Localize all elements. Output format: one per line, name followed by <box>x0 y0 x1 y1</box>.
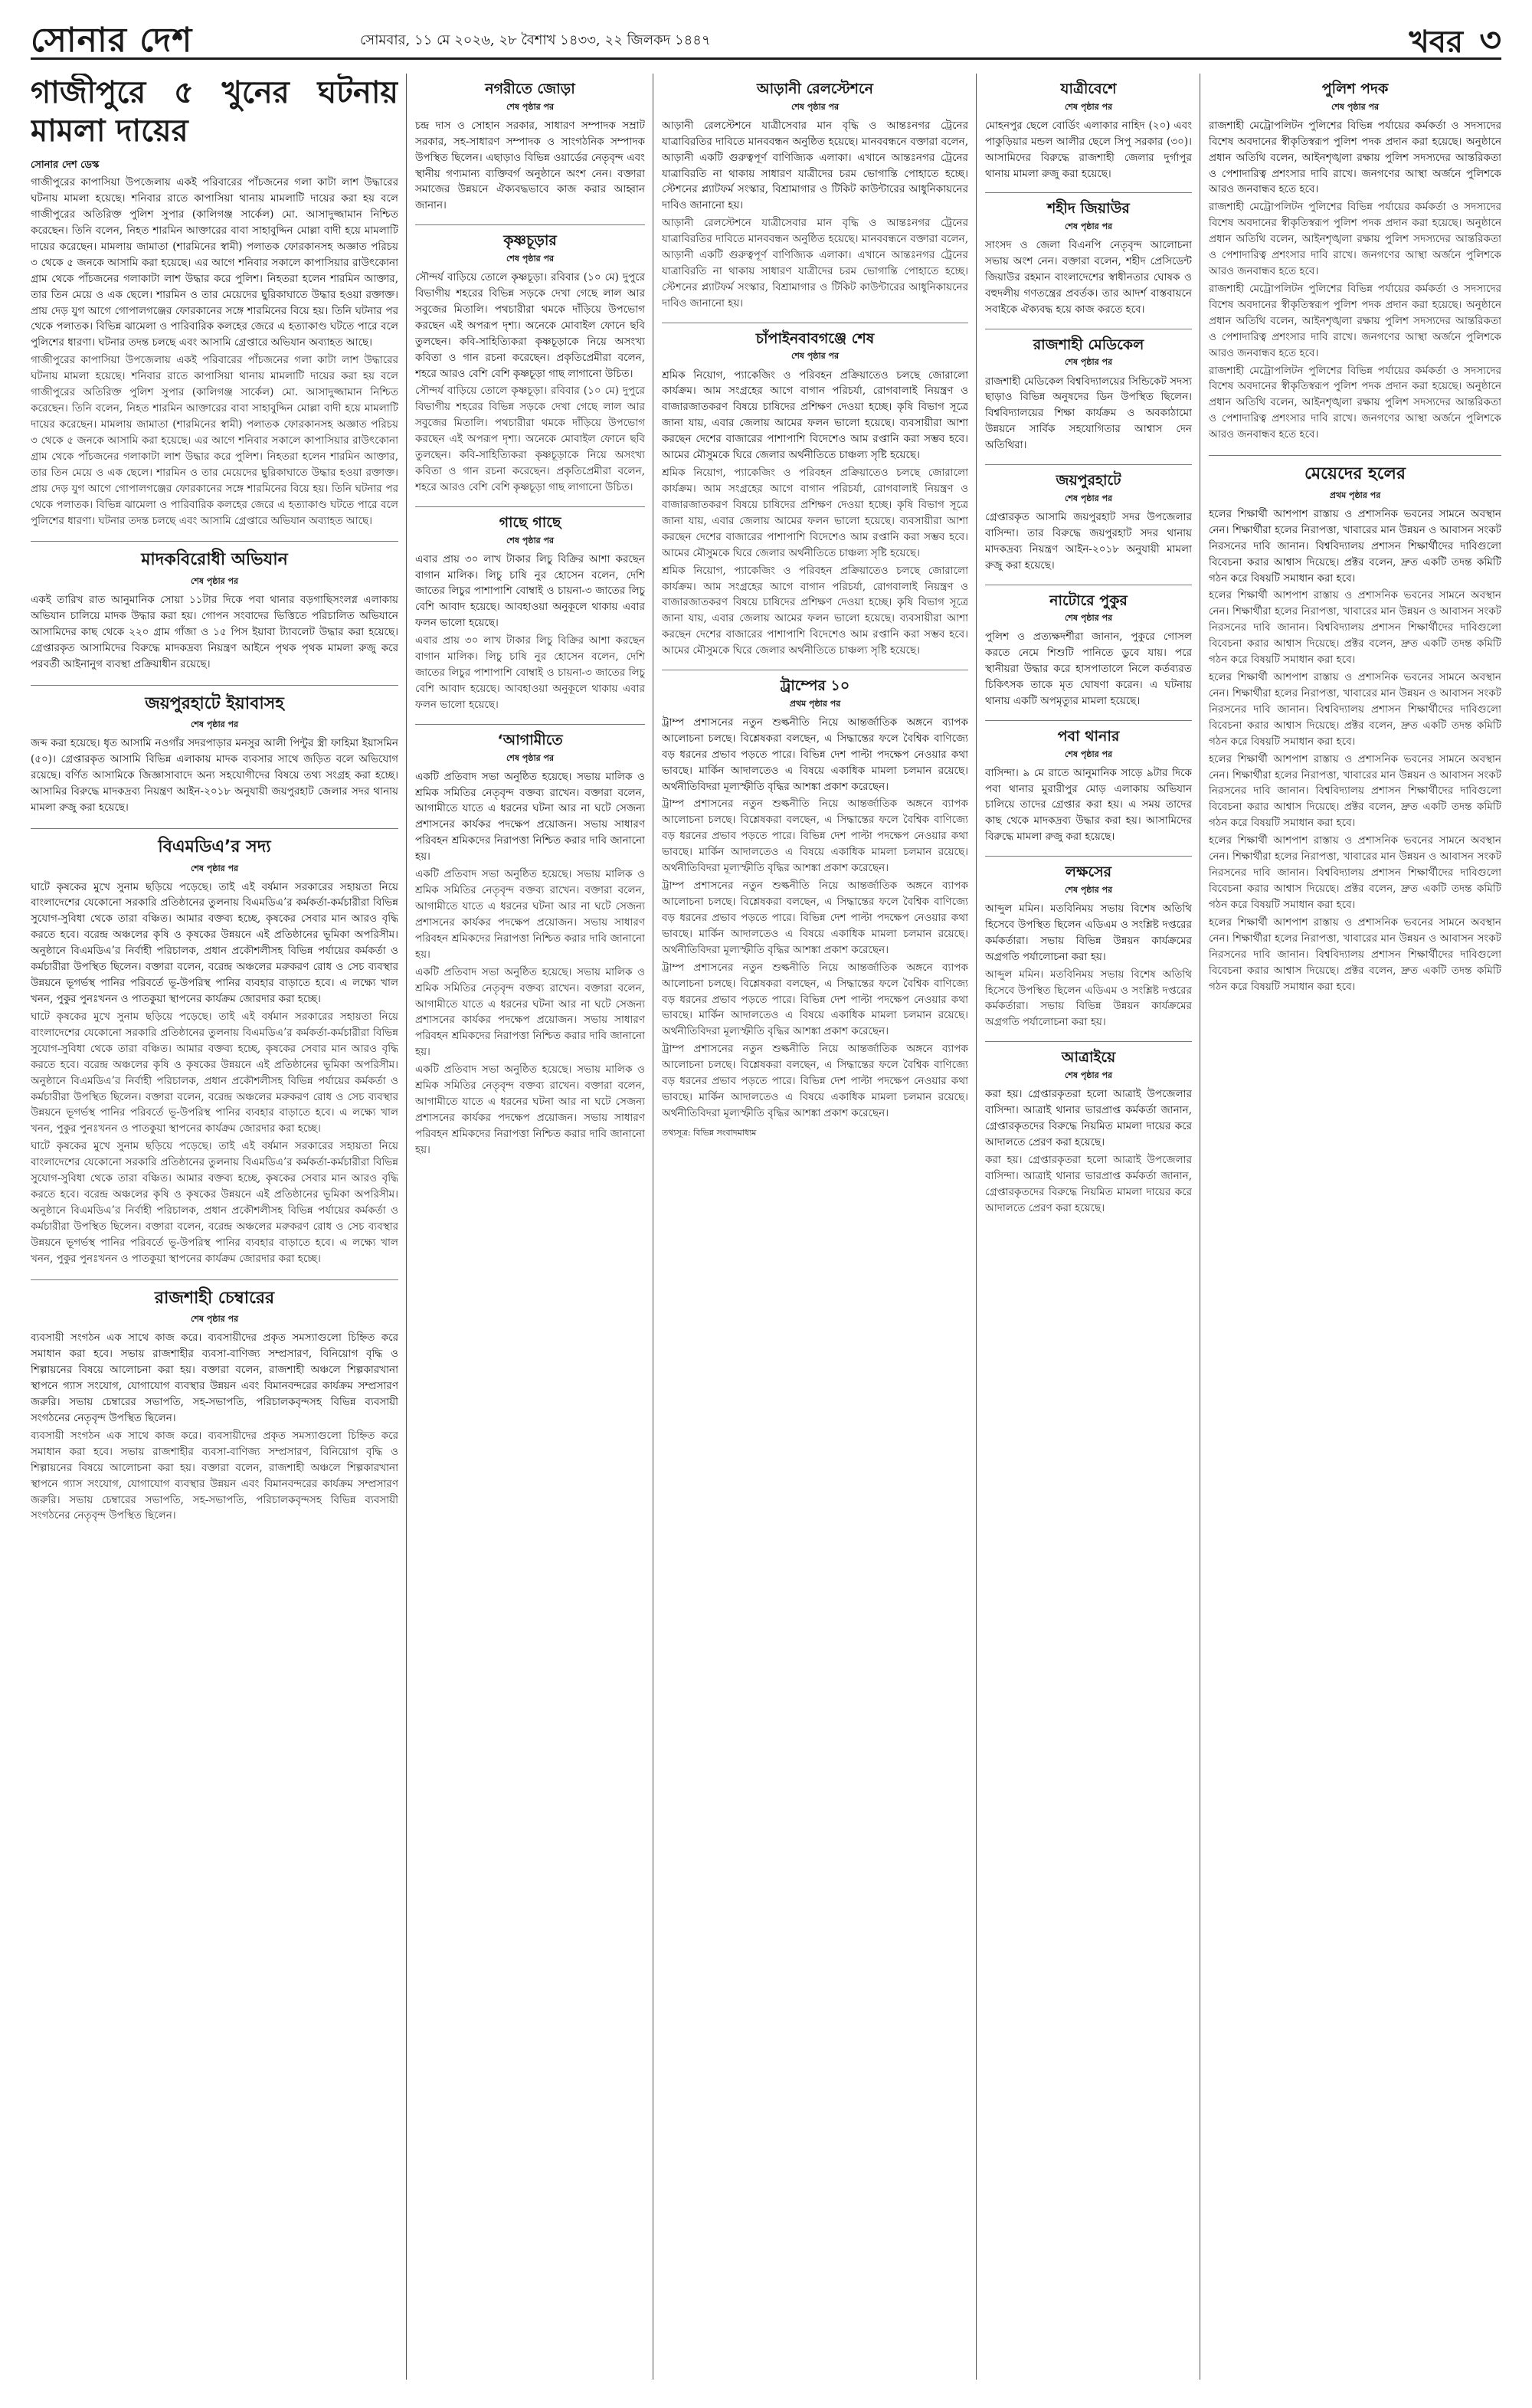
column-3 <box>662 74 968 2372</box>
narcotics-body: একই তারিখ রাত আনুমানিক সোয়া ১১টার দিকে পবা থানার বড়গাছিসংলগ্ন এলাকায় অভিযান চালিয়ে মাদক উদ্ধার করা হয়। গোপন সংবাদের ভিত্তিতে পরিচালিত অভিযানে আসামিদের কাছ থেকে ২২০ গ্রাম গাঁজা ও ১৫ পিস ইয়াবা ট্যাবলেট উদ্ধার করা হয়েছে। গ্রেপ্তারকৃত আসামিদের বিরুদ্ধে মাদকদ্রব্য নিয়ন্ত্রণ আইনে পৃথক পৃথক মামলা রুজু করে পরবর্তী আইনানুগ ব্যবস্থা প্রক্রিয়াধীন রয়েছে। <box>31 594 398 670</box>
joypurhat2-headline: জয়পুরহাটে <box>985 464 1192 490</box>
lakshmi-body-extra: আব্দুল মমিন। মতবিনিময় সভায় বিশেষ অতিথি হিসেবে উপস্থিত ছিলেন এডিএম ও সংশ্লিষ্ট দপ্তরের কর্মকর্তারা। সভায় বিভিন্ন উন্নয়ন কার্যক্রমের অগ্রগতি পর্যালোচনা করা হয়। <box>985 968 1192 1029</box>
rajshahi-medical-jump: শেষ পৃষ্ঠার পর <box>1064 357 1113 368</box>
trump-body: ট্রাম্প প্রশাসনের নতুন শুল্কনীতি নিয়ে আন্তর্জাতিক অঙ্গনে ব্যাপক আলোচনা চলছে। বিশ্লেষকরা বলছেন, এ সিদ্ধান্তের ফলে বৈশ্বিক বাণিজ্যে বড় ধরনের প্রভাব পড়তে পারে। বিভিন্ন দেশ পাল্টা পদক্ষেপ নেওয়ার কথা ভাবছে। মার্কিন আদালতেও এ বিষয়ে একাধিক মামলা চলমান রয়েছে। অর্থনীতিবিদরা মূল্যস্ফীতি বৃদ্ধির আশঙ্কা প্রকাশ করেছেন। <box>662 716 968 793</box>
lead-byline: সোনার দেশ ডেস্ক <box>31 159 100 171</box>
tree-body: এবার প্রায় ৩০ লাখ টাকার লিচু বিক্রির আশা করছেন বাগান মালিক। লিচু চাষি নুর হোসেন বলেন, দেশি জাতের লিচুর পাশাপাশি বোম্বাই ও চায়না-৩ জাতের লিচু বেশি আবাদ হয়েছে। আবহাওয়া অনুকূলে থাকায় এবার ফলন ভালো হয়েছে। <box>415 552 645 630</box>
arani-body-extra: আড়ানী রেলস্টেশনে যাত্রীসেবার মান বৃদ্ধি ও আন্তঃনগর ট্রেনের যাত্রাবিরতির দাবিতে মানববন্ধন অনুষ্ঠিত হয়েছে। মানববন্ধনে বক্তারা বলেন, আড়ানী একটি গুরুত্বপূর্ণ বাণিজ্যিক এলাকা। এখানে আন্তঃনগর ট্রেনের যাত্রাবিরতি না থাকায় সাধারণ যাত্রীদের চরম ভোগান্তি পোহাতে হচ্ছে। স্টেশনের প্ল্যাটফর্ম সংস্কার, বিশ্রামাগার ও টিকিট কাউন্টারের আধুনিকায়নের দাবিও জানানো হয়। <box>662 217 968 310</box>
bmda-body-extra: ঘাটে কৃষকের মুখে সুনাম ছড়িয়ে পড়েছে। তাই এই বর্ষমান সরকারের সহায়তা নিয়ে বাংলাদেশের যেকোনো সরকারি প্রতিষ্ঠানের তুলনায় বিএমডিএ’র কর্মকর্তা-কর্মচারীরা বিভিন্ন সুযোগ-সুবিধা থেকে তারা বঞ্চিত। আমার বক্তব্য হচ্ছে, কৃষকের সেবার মান আরও বৃদ্ধি করতে হবে। বরেন্দ্র অঞ্চলের কৃষি ও কৃষকের উন্নয়নে এই প্রতিষ্ঠানের ভূমিকা অপরিসীম। অনুষ্ঠানে বিএমডিএ’র নির্বাহী পরিচালক, প্রধান প্রকৌশলীসহ বিভিন্ন পর্যায়ের কর্মকর্তা ও কর্মচারীরা উপস্থিত ছিলেন। বক্তারা বলেন, বরেন্দ্র অঞ্চলের মরুকরণ রোধ ও সেচ ব্যবস্থার উন্নয়নে ভূগর্ভস্থ পানির পরিবর্তে ভূ-উপরিস্থ পানির ব্যবহার বাড়াতে হবে। এ লক্ষ্যে খাল খনন, পুকুর পুনঃখনন ও পাতকুয়া স্থাপনের কার্যক্রম জোরদার করা হচ্ছে। <box>31 1010 398 1135</box>
lakshmi-jump: শেষ পৃষ্ঠার পর <box>1064 884 1113 895</box>
jatrabirati-jump: শেষ পৃষ্ঠার পর <box>1064 101 1113 112</box>
nagorghate-body: চন্দ্র দাস ও সোহান সরকার, সাধারণ সম্পাদক সম্রাট সরকার, সহ-সাধারণ সম্পাদক ও সাংগঠনিক সম্পাদক উপস্থিত ছিলেন। এছাড়াও বিভিন্ন ওয়ার্ডের নেতৃবৃন্দ এবং স্থানীয় গণ্যমান্য ব্যক্তিবর্গ অনুষ্ঠানে অংশ নেন। বক্তারা সমাজের উন্নয়নে ঐক্যবদ্ধভাবে কাজ করার আহ্বান জানান। <box>415 119 645 212</box>
nagorghate-headline: নগরীতে জোড়া <box>485 80 575 97</box>
chapai-body: শ্রমিক নিয়োগ, প্যাকেজিং ও পরিবহন প্রক্রিয়াতেও চলছে জোরালো কার্যক্রম। আম সংগ্রহের আগে বাগান পরিচর্যা, রোগবালাই নিয়ন্ত্রণ ও বাজারজাতকরণ বিষয়ে চাষিদের প্রশিক্ষণ দেওয়া হচ্ছে। কৃষি বিভাগ সূত্রে জানা যায়, এবার জেলায় আমের ফলন ভালো হয়েছে। ব্যবসায়ীরা আশা করছেন দেশের বাজারের পাশাপাশি বিদেশেও আম রপ্তানি করা সম্ভব হবে। আমের মৌসুমকে ঘিরে জেলার অর্থনীতিতে চাঞ্চল্য সৃষ্টি হয়েছে। <box>662 369 968 462</box>
rajshahi-chamber-jump: শেষ পৃষ্ঠার পর <box>190 1314 239 1325</box>
meye-hall-body: হলের শিক্ষার্থী আশপাশ রাস্তায় ও প্রশাসনিক ভবনের সামনে অবস্থান নেন। শিক্ষার্থীরা হলের নিরাপত্তা, খাবারের মান উন্নয়ন ও আবাসন সংকট নিরসনের দাবি জানান। বিশ্ববিদ্যালয় প্রশাসন শিক্ষার্থীদের দাবিগুলো বিবেচনা করার আশ্বাস দিয়েছে। প্রক্টর বলেন, দ্রুত একটি তদন্ত কমিটি গঠন করে বিষয়টি সমাধান করা হবে। <box>1209 507 1501 585</box>
lead-body: গাজীপুরের কাপাসিয়া উপজেলায় একই পরিবারের পাঁচজনের গলা কাটা লাশ উদ্ধারের ঘটনায় মামলা হয়েছে। শনিবার রাতে কাপাসিয়া থানায় মামলাটি দায়ের করা হয় বলে গাজীপুরের অতিরিক্ত পুলিশ সুপার (কালিগঞ্জ সার্কেল) মো. আসাদুজ্জামান নিশ্চিত করেছেন। তিনি বলেন, নিহত শারমিন আক্তারের বাবা সাহাবুদ্দিন মোল্লা বাদী হয়ে মামলাটি দায়ের করেছেন। মামলায় জামাতা (শারমিনের স্বামী) পলাতক ফোরকানসহ অজ্ঞাত পরিচয় ৩ থেকে ৫ জনকে আসামি করা হয়েছে। এর আগে শনিবার সকালে কাপাসিয়ার রাউৎকোনা গ্রাম থেকে পাঁচজনের গলাকাটা লাশ উদ্ধার করে পুলিশ। নিহতরা হলেন শারমিন আক্তার, তার তিন মেয়ে ও এক ছেলে। শারমিন ও তার মেয়েদের ছুরিকাঘাতে উদ্ধার হওয়া রক্তাক্ত। প্রায় দেড় যুগ আগে গোপালগঞ্জের ফোরকানের সঙ্গে শারমিনের বিয়ে হয়। তিনি ঘটনার পর থেকে পলাতক। বিভিন্ন ঝামেলা ও পারিবারিক কলহের জেরে এ হত্যাকাণ্ড ঘটতে পারে বলে পুলিশের ধারণা। ঘটনার তদন্ত চলছে এবং আসামি গ্রেপ্তারে অভিযান অব্যাহত আছে। <box>31 176 398 349</box>
meye-hall-body-extra-2: হলের শিক্ষার্থী আশপাশ রাস্তায় ও প্রশাসনিক ভবনের সামনে অবস্থান নেন। শিক্ষার্থীরা হলের নিরাপত্তা, খাবারের মান উন্নয়ন ও আবাসন সংকট নিরসনের দাবি জানান। বিশ্ববিদ্যালয় প্রশাসন শিক্ষার্থীদের দাবিগুলো বিবেচনা করার আশ্বাস দিয়েছে। প্রক্টর বলেন, দ্রুত একটি তদন্ত কমিটি গঠন করে বিষয়টি সমাধান করা হবে। <box>1209 671 1501 748</box>
masthead <box>31 14 1501 60</box>
police-medal-body-extra: রাজশাহী মেট্রোপলিটন পুলিশের বিভিন্ন পর্যায়ের কর্মকর্তা ও সদস্যদের বিশেষ অবদানের স্বীকৃতিস্বরূপ পুলিশ পদক প্রদান করা হয়েছে। অনুষ্ঠানে প্রধান অতিথি বলেন, আইনশৃঙ্খলা রক্ষায় পুলিশ সদস্যদের আন্তরিকতা ও পেশাদারিত্ব প্রশংসার দাবি রাখে। জনগণের আস্থা অর্জনে পুলিশকে আরও জনবান্ধব হতে হবে। <box>1209 201 1501 278</box>
meye-hall-body-extra: হলের শিক্ষার্থী আশপাশ রাস্তায় ও প্রশাসনিক ভবনের সামনে অবস্থান নেন। শিক্ষার্থীরা হলের নিরাপত্তা, খাবারের মান উন্নয়ন ও আবাসন সংকট নিরসনের দাবি জানান। বিশ্ববিদ্যালয় প্রশাসন শিক্ষার্থীদের দাবিগুলো বিবেচনা করার আশ্বাস দিয়েছে। প্রক্টর বলেন, দ্রুত একটি তদন্ত কমিটি গঠন করে বিষয়টি সমাধান করা হবে। <box>1209 589 1501 667</box>
atrai-body: করা হয়। গ্রেপ্তারকৃতরা হলো আত্রাই উপজেলার বাসিন্দা। আত্রাই থানার ভারপ্রাপ্ত কর্মকর্তা জানান, গ্রেপ্তারকৃতদের বিরুদ্ধে নিয়মিত মামলা দায়ের করে আদালতে প্রেরণ করা হয়েছে। <box>985 1088 1192 1148</box>
police-medal-jump: শেষ পৃষ্ঠার পর <box>1331 101 1380 112</box>
rajshahi-chamber-body-extra: ব্যবসায়ী সংগঠন এক সাথে কাজ করে। ব্যবসায়ীদের প্রকৃত সমস্যাগুলো চিহ্নিত করে সমাধান করা হবে। সভায় রাজশাহীর ব্যবসা-বাণিজ্য সম্প্রসারণ, বিনিয়োগ বৃদ্ধি ও শিল্পায়নের বিষয়ে আলোচনা করা হয়। বক্তারা বলেন, রাজশাহী অঞ্চলে শিল্পকারখানা স্থাপনে গ্যাস সংযোগ, যোগাযোগ ব্যবস্থার উন্নয়ন এবং বিমানবন্দরের কার্যক্রম সম্প্রসারণ জরুরি। সভায় চেম্বারের সভাপতি, সহ-সভাপতি, পরিচালকবৃন্দসহ বিভিন্ন ব্যবসায়ী সংগঠনের নেতৃবৃন্দ উপস্থিত ছিলেন। <box>31 1429 398 1522</box>
atrai-body-extra: করা হয়। গ্রেপ্তারকৃতরা হলো আত্রাই উপজেলার বাসিন্দা। আত্রাই থানার ভারপ্রাপ্ত কর্মকর্তা জানান, গ্রেপ্তারকৃতদের বিরুদ্ধে নিয়মিত মামলা দায়ের করে আদালতে প্রেরণ করা হয়েছে। <box>985 1153 1192 1214</box>
lead-headline: গাজীপুরে ৫ খুনের ঘটনায় মামলা দায়ের <box>31 75 398 149</box>
arani-headline: আড়ানী রেলস্টেশনে <box>756 80 874 97</box>
trump-body-extra-2: ট্রাম্প প্রশাসনের নতুন শুল্কনীতি নিয়ে আন্তর্জাতিক অঙ্গনে ব্যাপক আলোচনা চলছে। বিশ্লেষকরা বলছেন, এ সিদ্ধান্তের ফলে বৈশ্বিক বাণিজ্যে বড় ধরনের প্রভাব পড়তে পারে। বিভিন্ন দেশ পাল্টা পদক্ষেপ নেওয়ার কথা ভাবছে। মার্কিন আদালতেও এ বিষয়ে একাধিক মামলা চলমান রয়েছে। অর্থনীতিবিদরা মূল্যস্ফীতি বৃদ্ধির আশঙ্কা প্রকাশ করেছেন। <box>662 880 968 956</box>
police-medal-body-extra-3: রাজশাহী মেট্রোপলিটন পুলিশের বিভিন্ন পর্যায়ের কর্মকর্তা ও সদস্যদের বিশেষ অবদানের স্বীকৃতিস্বরূপ পুলিশ পদক প্রদান করা হয়েছে। অনুষ্ঠানে প্রধান অতিথি বলেন, আইনশৃঙ্খলা রক্ষায় পুলিশ সদস্যদের আন্তরিকতা ও পেশাদারিত্ব প্রশংসার দাবি রাখে। জনগণের আস্থা অর্জনে পুলিশকে আরও জনবান্ধব হতে হবে। <box>1209 364 1501 441</box>
police-medal-body: রাজশাহী মেট্রোপলিটন পুলিশের বিভিন্ন পর্যায়ের কর্মকর্তা ও সদস্যদের বিশেষ অবদানের স্বীকৃতিস্বরূপ পুলিশ পদক প্রদান করা হয়েছে। অনুষ্ঠানে প্রধান অতিথি বলেন, আইনশৃঙ্খলা রক্ষায় পুলিশ সদস্যদের আন্তরিকতা ও পেশাদারিত্ব প্রশংসার দাবি রাখে। জনগণের আস্থা অর্জনে পুলিশকে আরও জনবান্ধব হতে হবে। <box>1209 119 1501 196</box>
rajshahi-chamber-headline: রাজশাহী চেম্বারের <box>31 1279 398 1310</box>
krishnachura-body: সৌন্দর্য বাড়িয়ে তোলে কৃষ্ণচূড়া। রবিবার (১০ মে) দুপুরে বিভাগীয় শহরের বিভিন্ন সড়কে দেখা গেছে লাল আর সবুজের মিতালি। পথচারীরা থমকে দাঁড়িয়ে উপভোগ করছেন এই অপরূপ দৃশ্য। অনেকে মোবাইল ফোনে ছবি তুলছেন। কবি-সাহিত্যিকরা কৃষ্ণচূড়াকে নিয়ে অসংখ্য কবিতা ও গান রচনা করেছেন। প্রকৃতিপ্রেমীরা বলেন, শহরে আরও বেশি বেশি কৃষ্ণচূড়া গাছ লাগানো উচিত। <box>415 271 645 380</box>
meye-hall-body-extra-4: হলের শিক্ষার্থী আশপাশ রাস্তায় ও প্রশাসনিক ভবনের সামনে অবস্থান নেন। শিক্ষার্থীরা হলের নিরাপত্তা, খাবারের মান উন্নয়ন ও আবাসন সংকট নিরসনের দাবি জানান। বিশ্ববিদ্যালয় প্রশাসন শিক্ষার্থীদের দাবিগুলো বিবেচনা করার আশ্বাস দিয়েছে। প্রক্টর বলেন, দ্রুত একটি তদন্ত কমিটি গঠন করে বিষয়টি সমাধান করা হবে। <box>1209 834 1501 911</box>
bmda-body-extra-2: ঘাটে কৃষকের মুখে সুনাম ছড়িয়ে পড়েছে। তাই এই বর্ষমান সরকারের সহায়তা নিয়ে বাংলাদেশের যেকোনো সরকারি প্রতিষ্ঠানের তুলনায় বিএমডিএ’র কর্মকর্তা-কর্মচারীরা বিভিন্ন সুযোগ-সুবিধা থেকে তারা বঞ্চিত। আমার বক্তব্য হচ্ছে, কৃষকের সেবার মান আরও বৃদ্ধি করতে হবে। বরেন্দ্র অঞ্চলের কৃষি ও কৃষকের উন্নয়নে এই প্রতিষ্ঠানের ভূমিকা অপরিসীম। অনুষ্ঠানে বিএমডিএ’র নির্বাহী পরিচালক, প্রধান প্রকৌশলীসহ বিভিন্ন পর্যায়ের কর্মকর্তা ও কর্মচারীরা উপস্থিত ছিলেন। বক্তারা বলেন, বরেন্দ্র অঞ্চলের মরুকরণ রোধ ও সেচ ব্যবস্থার উন্নয়নে ভূগর্ভস্থ পানির পরিবর্তে ভূ-উপরিস্থ পানির ব্যবহার বাড়াতে হবে। এ লক্ষ্যে খাল খনন, পুকুর পুনঃখনন ও পাতকুয়া স্থাপনের কার্যক্রম জোরদার করা হচ্ছে। <box>31 1140 398 1265</box>
trump-body-extra-4: ট্রাম্প প্রশাসনের নতুন শুল্কনীতি নিয়ে আন্তর্জাতিক অঙ্গনে ব্যাপক আলোচনা চলছে। বিশ্লেষকরা বলছেন, এ সিদ্ধান্তের ফলে বৈশ্বিক বাণিজ্যে বড় ধরনের প্রভাব পড়তে পারে। বিভিন্ন দেশ পাল্টা পদক্ষেপ নেওয়ার কথা ভাবছে। মার্কিন আদালতেও এ বিষয়ে একাধিক মামলা চলমান রয়েছে। অর্থনীতিবিদরা মূল্যস্ফীতি বৃদ্ধির আশঙ্কা প্রকাশ করেছেন। <box>662 1043 968 1119</box>
trump-jump: প্রথম পৃষ্ঠার পর <box>789 698 841 709</box>
agamite-headline: ‘আগামীতে <box>415 724 645 750</box>
poba-jump: শেষ পৃষ্ঠার পর <box>1064 749 1113 759</box>
rajshahi-chamber-body: ব্যবসায়ী সংগঠন এক সাথে কাজ করে। ব্যবসায়ীদের প্রকৃত সমস্যাগুলো চিহ্নিত করে সমাধান করা হবে। সভায় রাজশাহীর ব্যবসা-বাণিজ্য সম্প্রসারণ, বিনিয়োগ বৃদ্ধি ও শিল্পায়নের বিষয়ে আলোচনা করা হয়। বক্তারা বলেন, রাজশাহী অঞ্চলে শিল্পকারখানা স্থাপনে গ্যাস সংযোগ, যোগাযোগ ব্যবস্থার উন্নয়ন এবং বিমানবন্দরের কার্যক্রম সম্প্রসারণ জরুরি। সভায় চেম্বারের সভাপতি, সহ-সভাপতি, পরিচালকবৃন্দসহ বিভিন্ন ব্যবসায়ী সংগঠনের নেতৃবৃন্দ উপস্থিত ছিলেন। <box>31 1332 398 1424</box>
agamite-body: একটি প্রতিবাদ সভা অনুষ্ঠিত হয়েছে। সভায় মালিক ও শ্রমিক সমিতির নেতৃবৃন্দ বক্তব্য রাখেন। বক্তারা বলেন, আগামীতে যাতে এ ধরনের ঘটনা আর না ঘটে সেজন্য প্রশাসনের কার্যকর পদক্ষেপ প্রয়োজন। সভায় সাধারণ পরিবহন শ্রমিকদের নিরাপত্তা নিশ্চিত করার দাবি জানানো হয়। <box>415 770 645 863</box>
trump-body-extra: ট্রাম্প প্রশাসনের নতুন শুল্কনীতি নিয়ে আন্তর্জাতিক অঙ্গনে ব্যাপক আলোচনা চলছে। বিশ্লেষকরা বলছেন, এ সিদ্ধান্তের ফলে বৈশ্বিক বাণিজ্যে বড় ধরনের প্রভাব পড়তে পারে। বিভিন্ন দেশ পাল্টা পদক্ষেপ নেওয়ার কথা ভাবছে। মার্কিন আদালতেও এ বিষয়ে একাধিক মামলা চলমান রয়েছে। অর্থনীতিবিদরা মূল্যস্ফীতি বৃদ্ধির আশঙ্কা প্রকাশ করেছেন। <box>662 798 968 875</box>
lakshmi-headline: লক্ষসের <box>985 856 1192 882</box>
rajshahi-medical-headline: রাজশাহী মেডিকেল <box>985 329 1192 355</box>
meye-hall-headline: মেয়েদের হলের <box>1209 455 1501 486</box>
bmda-headline: বিএমডিএ’র সদ্য <box>31 828 398 859</box>
chapai-body-extra-2: শ্রমিক নিয়োগ, প্যাকেজিং ও পরিবহন প্রক্রিয়াতেও চলছে জোরালো কার্যক্রম। আম সংগ্রহের আগে বাগান পরিচর্যা, রোগবালাই নিয়ন্ত্রণ ও বাজারজাতকরণ বিষয়ে চাষিদের প্রশিক্ষণ দেওয়া হচ্ছে। কৃষি বিভাগ সূত্রে জানা যায়, এবার জেলায় আমের ফলন ভালো হয়েছে। ব্যবসায়ীরা আশা করছেন দেশের বাজারের পাশাপাশি বিদেশেও আম রপ্তানি করা সম্ভব হবে। আমের মৌসুমকে ঘিরে জেলার অর্থনীতিতে চাঞ্চল্য সৃষ্টি হয়েছে। <box>662 564 968 657</box>
meye-hall-body-extra-5: হলের শিক্ষার্থী আশপাশ রাস্তায় ও প্রশাসনিক ভবনের সামনে অবস্থান নেন। শিক্ষার্থীরা হলের নিরাপত্তা, খাবারের মান উন্নয়ন ও আবাসন সংকট নিরসনের দাবি জানান। বিশ্ববিদ্যালয় প্রশাসন শিক্ষার্থীদের দাবিগুলো বিবেচনা করার আশ্বাস দিয়েছে। প্রক্টর বলেন, দ্রুত একটি তদন্ত কমিটি গঠন করে বিষয়টি সমাধান করা হবে। <box>1209 916 1501 993</box>
tree-body-extra: এবার প্রায় ৩০ লাখ টাকার লিচু বিক্রির আশা করছেন বাগান মালিক। লিচু চাষি নুর হোসেন বলেন, দেশি জাতের লিচুর পাশাপাশি বোম্বাই ও চায়না-৩ জাতের লিচু বেশি আবাদ হয়েছে। আবহাওয়া অনুকূলে থাকায় এবার ফলন ভালো হয়েছে। <box>415 634 645 711</box>
joypurhat2-jump: শেষ পৃষ্ঠার পর <box>1064 493 1113 503</box>
trump-headline: ট্রাম্পের ১০ <box>662 670 968 696</box>
joypurhat-yaba-jump: শেষ পৃষ্ঠার পর <box>190 719 239 730</box>
joypurhat2-body: গ্রেপ্তারকৃত আসামি জয়পুরহাট সদর উপজেলার বাসিন্দা। তার বিরুদ্ধে জয়পুরহাট সদর থানায় মাদকদ্রব্য নিয়ন্ত্রণ আইন-২০১৮ অনুযায়ী মামলা রুজু করা হয়েছে। <box>985 510 1192 572</box>
tree-jump: শেষ পৃষ্ঠার পর <box>506 535 555 545</box>
agamite-body-extra-2: একটি প্রতিবাদ সভা অনুষ্ঠিত হয়েছে। সভায় মালিক ও শ্রমিক সমিতির নেতৃবৃন্দ বক্তব্য রাখেন। বক্তারা বলেন, আগামীতে যাতে এ ধরনের ঘটনা আর না ঘটে সেজন্য প্রশাসনের কার্যকর পদক্ষেপ প্রয়োজন। সভায় সাধারণ পরিবহন শ্রমিকদের নিরাপত্তা নিশ্চিত করার দাবি জানানো হয়। <box>415 965 645 1059</box>
date-line: সোমবার, ১১ মে ২০২৬, ২৮ বৈশাখ ১৪৩৩, ২২ জিলকদ ১৪৪৭ <box>360 32 711 48</box>
bmda-body: ঘাটে কৃষকের মুখে সুনাম ছড়িয়ে পড়েছে। তাই এই বর্ষমান সরকারের সহায়তা নিয়ে বাংলাদেশের যেকোনো সরকারি প্রতিষ্ঠানের তুলনায় বিএমডিএ’র কর্মকর্তা-কর্মচারীরা বিভিন্ন সুযোগ-সুবিধা থেকে তারা বঞ্চিত। আমার বক্তব্য হচ্ছে, কৃষকের সেবার মান আরও বৃদ্ধি করতে হবে। বরেন্দ্র অঞ্চলের কৃষি ও কৃষকের উন্নয়নে এই প্রতিষ্ঠানের ভূমিকা অপরিসীম। অনুষ্ঠানে বিএমডিএ’র নির্বাহী পরিচালক, প্রধান প্রকৌশলীসহ বিভিন্ন পর্যায়ের কর্মকর্তা ও কর্মচারীরা উপস্থিত ছিলেন। বক্তারা বলেন, বরেন্দ্র অঞ্চলের মরুকরণ রোধ ও সেচ ব্যবস্থার উন্নয়নে ভূগর্ভস্থ পানির পরিবর্তে ভূ-উপরিস্থ পানির ব্যবহার বাড়াতে হবে। এ লক্ষ্যে খাল খনন, পুকুর পুনঃখনন ও পাতকুয়া স্থাপনের কার্যক্রম জোরদার করা হচ্ছে। <box>31 880 398 1006</box>
atrai-headline: আত্রাইয়ে <box>985 1041 1192 1067</box>
shahid-zia-headline: শহীদ জিয়াউর <box>985 192 1192 218</box>
newspaper-logo: সোনার দেশ <box>31 21 193 60</box>
police-medal-headline: পুলিশ পদক <box>1321 80 1389 97</box>
agamite-jump: শেষ পৃষ্ঠার পর <box>506 752 555 763</box>
agamite-body-extra: একটি প্রতিবাদ সভা অনুষ্ঠিত হয়েছে। সভায় মালিক ও শ্রমিক সমিতির নেতৃবৃন্দ বক্তব্য রাখেন। বক্তারা বলেন, আগামীতে যাতে এ ধরনের ঘটনা আর না ঘটে সেজন্য প্রশাসনের কার্যকর পদক্ষেপ প্রয়োজন। সভায় সাধারণ পরিবহন শ্রমিকদের নিরাপত্তা নিশ্চিত করার দাবি জানানো হয়। <box>415 868 645 961</box>
nagorghate-jump: শেষ পৃষ্ঠার পর <box>506 101 555 112</box>
natore-jump: শেষ পৃষ্ঠার পর <box>1064 613 1113 624</box>
narcotics-headline: মাদকবিরোধী অভিযান <box>31 541 398 572</box>
lakshmi-body: আব্দুল মমিন। মতবিনিময় সভায় বিশেষ অতিথি হিসেবে উপস্থিত ছিলেন এডিএম ও সংশ্লিষ্ট দপ্তরের কর্মকর্তারা। সভায় বিভিন্ন উন্নয়ন কার্যক্রমের অগ্রগতি পর্যালোচনা করা হয়। <box>985 902 1192 963</box>
atrai-jump: শেষ পৃষ্ঠার পর <box>1064 1070 1113 1081</box>
lead-body-extra: গাজীপুরের কাপাসিয়া উপজেলায় একই পরিবারের পাঁচজনের গলা কাটা লাশ উদ্ধারের ঘটনায় মামলা হয়েছে। শনিবার রাতে কাপাসিয়া থানায় মামলাটি দায়ের করা হয় বলে গাজীপুরের অতিরিক্ত পুলিশ সুপার (কালিগঞ্জ সার্কেল) মো. আসাদুজ্জামান নিশ্চিত করেছেন। তিনি বলেন, নিহত শারমিন আক্তারের বাবা সাহাবুদ্দিন মোল্লা বাদী হয়ে মামলাটি দায়ের করেছেন। মামলায় জামাতা (শারমিনের স্বামী) পলাতক ফোরকানসহ অজ্ঞাত পরিচয় ৩ থেকে ৫ জনকে আসামি করা হয়েছে। এর আগে শনিবার সকালে কাপাসিয়ার রাউৎকোনা গ্রাম থেকে পাঁচজনের গলাকাটা লাশ উদ্ধার করে পুলিশ। নিহতরা হলেন শারমিন আক্তার, তার তিন মেয়ে ও এক ছেলে। শারমিন ও তার মেয়েদের ছুরিকাঘাতে উদ্ধার হওয়া রক্তাক্ত। প্রায় দেড় যুগ আগে গোপালগঞ্জের ফোরকানের সঙ্গে শারমিনের বিয়ে হয়। তিনি ঘটনার পর থেকে পলাতক। বিভিন্ন ঝামেলা ও পারিবারিক কলহের জেরে এ হত্যাকাণ্ড ঘটতে পারে বলে পুলিশের ধারণা। ঘটনার তদন্ত চলছে এবং আসামি গ্রেপ্তারে অভিযান অব্যাহত আছে। <box>31 354 398 527</box>
meye-hall-jump: প্রথম পৃষ্ঠার পর <box>1329 490 1381 500</box>
poba-headline: পবা থানার <box>985 720 1192 746</box>
jatrabirati-headline: যাত্রীবেশে <box>1060 80 1117 97</box>
arani-body: আড়ানী রেলস্টেশনে যাত্রীসেবার মান বৃদ্ধি ও আন্তঃনগর ট্রেনের যাত্রাবিরতির দাবিতে মানববন্ধন অনুষ্ঠিত হয়েছে। মানববন্ধনে বক্তারা বলেন, আড়ানী একটি গুরুত্বপূর্ণ বাণিজ্যিক এলাকা। এখানে আন্তঃনগর ট্রেনের যাত্রাবিরতি না থাকায় সাধারণ যাত্রীদের চরম ভোগান্তি পোহাতে হচ্ছে। স্টেশনের প্ল্যাটফর্ম সংস্কার, বিশ্রামাগার ও টিকিট কাউন্টারের আধুনিকায়নের দাবিও জানানো হয়। <box>662 119 968 212</box>
column-4 <box>985 74 1192 2372</box>
agamite-body-extra-3: একটি প্রতিবাদ সভা অনুষ্ঠিত হয়েছে। সভায় মালিক ও শ্রমিক সমিতির নেতৃবৃন্দ বক্তব্য রাখেন। বক্তারা বলেন, আগামীতে যাতে এ ধরনের ঘটনা আর না ঘটে সেজন্য প্রশাসনের কার্যকর পদক্ষেপ প্রয়োজন। সভায় সাধারণ পরিবহন শ্রমিকদের নিরাপত্তা নিশ্চিত করার দাবি জানানো হয়। <box>415 1063 645 1156</box>
column-2 <box>415 74 645 2372</box>
tree-headline: গাছে গাছে <box>415 506 645 532</box>
section-name: খবর <box>1409 24 1463 60</box>
krishnachura-headline: কৃষ্ণচূড়ার <box>415 224 645 251</box>
natore-body: পুলিশ ও প্রত্যক্ষদর্শীরা জানান, পুকুরে গোসল করতে নেমে শিশুটি পানিতে ডুবে যায়। পরে স্থানীয়রা উদ্ধার করে হাসপাতালে নিলে কর্তব্যরত চিকিৎসক তাকে মৃত ঘোষণা করেন। এ ঘটনায় থানায় একটি অপমৃত্যুর মামলা হয়েছে। <box>985 631 1192 707</box>
column-5 <box>1209 74 1501 2372</box>
police-medal-body-extra-2: রাজশাহী মেট্রোপলিটন পুলিশের বিভিন্ন পর্যায়ের কর্মকর্তা ও সদস্যদের বিশেষ অবদানের স্বীকৃতিস্বরূপ পুলিশ পদক প্রদান করা হয়েছে। অনুষ্ঠানে প্রধান অতিথি বলেন, আইনশৃঙ্খলা রক্ষায় পুলিশ সদস্যদের আন্তরিকতা ও পেশাদারিত্ব প্রশংসার দাবি রাখে। জনগণের আস্থা অর্জনে পুলিশকে আরও জনবান্ধব হতে হবে। <box>1209 282 1501 359</box>
chapai-body-extra: শ্রমিক নিয়োগ, প্যাকেজিং ও পরিবহন প্রক্রিয়াতেও চলছে জোরালো কার্যক্রম। আম সংগ্রহের আগে বাগান পরিচর্যা, রোগবালাই নিয়ন্ত্রণ ও বাজারজাতকরণ বিষয়ে চাষিদের প্রশিক্ষণ দেওয়া হচ্ছে। কৃষি বিভাগ সূত্রে জানা যায়, এবার জেলায় আমের ফলন ভালো হয়েছে। ব্যবসায়ীরা আশা করছেন দেশের বাজারের পাশাপাশি বিদেশেও আম রপ্তানি করা সম্ভব হবে। আমের মৌসুমকে ঘিরে জেলার অর্থনীতিতে চাঞ্চল্য সৃষ্টি হয়েছে। <box>662 467 968 559</box>
bmda-jump: শেষ পৃষ্ঠার পর <box>190 863 239 873</box>
column-rule <box>976 74 977 2380</box>
shahid-zia-jump: শেষ পৃষ্ঠার পর <box>1064 221 1113 232</box>
page-number: ৩ <box>1479 21 1501 60</box>
column-rule <box>406 74 407 2380</box>
rajshahi-medical-body: রাজশাহী মেডিকেল বিশ্ববিদ্যালয়ের সিন্ডিকেট সদস্য ছাড়াও বিভিন্ন অনুষদের ডিন উপস্থিত ছিলেন। বিশ্ববিদ্যালয়ের শিক্ষা কার্যক্রম ও অবকাঠামো উন্নয়নে সার্বিক সহযোগিতার আশ্বাস দেন অতিথিরা। <box>985 375 1192 452</box>
chapai-jump: শেষ পৃষ্ঠার পর <box>791 351 840 362</box>
krishnachura-jump: শেষ পৃষ্ঠার পর <box>506 253 555 264</box>
natore-headline: নাটোরে পুকুর <box>985 585 1192 611</box>
column-1 <box>31 74 398 2372</box>
shahid-zia-body: সাংসদ ও জেলা বিএনপি নেতৃবৃন্দ আলোচনা সভায় অংশ নেন। বক্তারা বলেন, শহীদ প্রেসিডেন্ট জিয়াউর রহমান বাংলাদেশের স্বাধীনতার ঘোষক ও বহুদলীয় গণতন্ত্রের প্রবর্তক। তার আদর্শ বাস্তবায়নে সবাইকে ঐক্যবদ্ধ হয়ে কাজ করতে হবে। <box>985 239 1192 316</box>
joypurhat-yaba-headline: জয়পুরহাটে ইয়াবাসহ <box>31 685 398 716</box>
poba-body: বাসিন্দা। ৯ মে রাতে আনুমানিক সাড়ে ৯টার দিকে পবা থানার মুরারীপুর মোড় এলাকায় অভিযান চালিয়ে তাদের গ্রেপ্তার করা হয়। এ সময় তাদের কাছ থেকে মাদকদ্রব্য উদ্ধার করা হয়। আসামিদের বিরুদ্ধে মামলা রুজু করা হয়েছে। <box>985 766 1192 844</box>
chapai-headline: চাঁপাইনবাবগঞ্জে শেষ <box>662 323 968 349</box>
source-credit: তথ্যসূত্র: বিভিন্ন সংবাদমাধ্যম <box>662 1127 757 1138</box>
meye-hall-body-extra-3: হলের শিক্ষার্থী আশপাশ রাস্তায় ও প্রশাসনিক ভবনের সামনে অবস্থান নেন। শিক্ষার্থীরা হলের নিরাপত্তা, খাবারের মান উন্নয়ন ও আবাসন সংকট নিরসনের দাবি জানান। বিশ্ববিদ্যালয় প্রশাসন শিক্ষার্থীদের দাবিগুলো বিবেচনা করার আশ্বাস দিয়েছে। প্রক্টর বলেন, দ্রুত একটি তদন্ত কমিটি গঠন করে বিষয়টি সমাধান করা হবে। <box>1209 752 1501 830</box>
arani-jump: শেষ পৃষ্ঠার পর <box>791 101 840 112</box>
joypurhat-yaba-body: জব্দ করা হয়েছে। ধৃত আসামি নওগাঁর সদরপাড়ার মনসুর আলী পিন্টুর স্ত্রী ফাহিমা ইয়াসমিন (৫০)। গ্রেপ্তারকৃত আসামি বিভিন্ন এলাকায় মাদক ব্যবসার সাথে জড়িত বলে অভিযোগ রয়েছে। বর্ণিত আসামিকে জিজ্ঞাসাবাদে অন্য সহযোগীদের বিষয়ে তথ্য সংগ্রহ করা হচ্ছে। আসামির বিরুদ্ধে মাদকদ্রব্য নিয়ন্ত্রণ আইন-২০১৮ অনুযায়ী জয়পুরহাট জেলার সদর থানায় মামলা রুজু করা হয়েছে। <box>31 737 398 814</box>
jatrabirati-body: মোহনপুর ছেলে বোর্ডিং এলাকার নাহিদ (২০) এবং পাকুড়িয়ার মন্ডল আলীর ছেলে সিপু সরকার (৩০)। আসামিদের বিরুদ্ধে রাজশাহী জেলার দুর্গাপুর থানায় মামলা রুজু করা হয়েছে। <box>985 119 1192 180</box>
narcotics-jump: শেষ পৃষ্ঠার পর <box>190 576 239 587</box>
trump-body-extra-3: ট্রাম্প প্রশাসনের নতুন শুল্কনীতি নিয়ে আন্তর্জাতিক অঙ্গনে ব্যাপক আলোচনা চলছে। বিশ্লেষকরা বলছেন, এ সিদ্ধান্তের ফলে বৈশ্বিক বাণিজ্যে বড় ধরনের প্রভাব পড়তে পারে। বিভিন্ন দেশ পাল্টা পদক্ষেপ নেওয়ার কথা ভাবছে। মার্কিন আদালতেও এ বিষয়ে একাধিক মামলা চলমান রয়েছে। অর্থনীতিবিদরা মূল্যস্ফীতি বৃদ্ধির আশঙ্কা প্রকাশ করেছেন। <box>662 961 968 1038</box>
krishnachura-body-extra: সৌন্দর্য বাড়িয়ে তোলে কৃষ্ণচূড়া। রবিবার (১০ মে) দুপুরে বিভাগীয় শহরের বিভিন্ন সড়কে দেখা গেছে লাল আর সবুজের মিতালি। পথচারীরা থমকে দাঁড়িয়ে উপভোগ করছেন এই অপরূপ দৃশ্য। অনেকে মোবাইল ফোনে ছবি তুলছেন। কবি-সাহিত্যিকরা কৃষ্ণচূড়াকে নিয়ে অসংখ্য কবিতা ও গান রচনা করেছেন। প্রকৃতিপ্রেমীরা বলেন, শহরে আরও বেশি বেশি কৃষ্ণচূড়া গাছ লাগানো উচিত। <box>415 385 645 493</box>
